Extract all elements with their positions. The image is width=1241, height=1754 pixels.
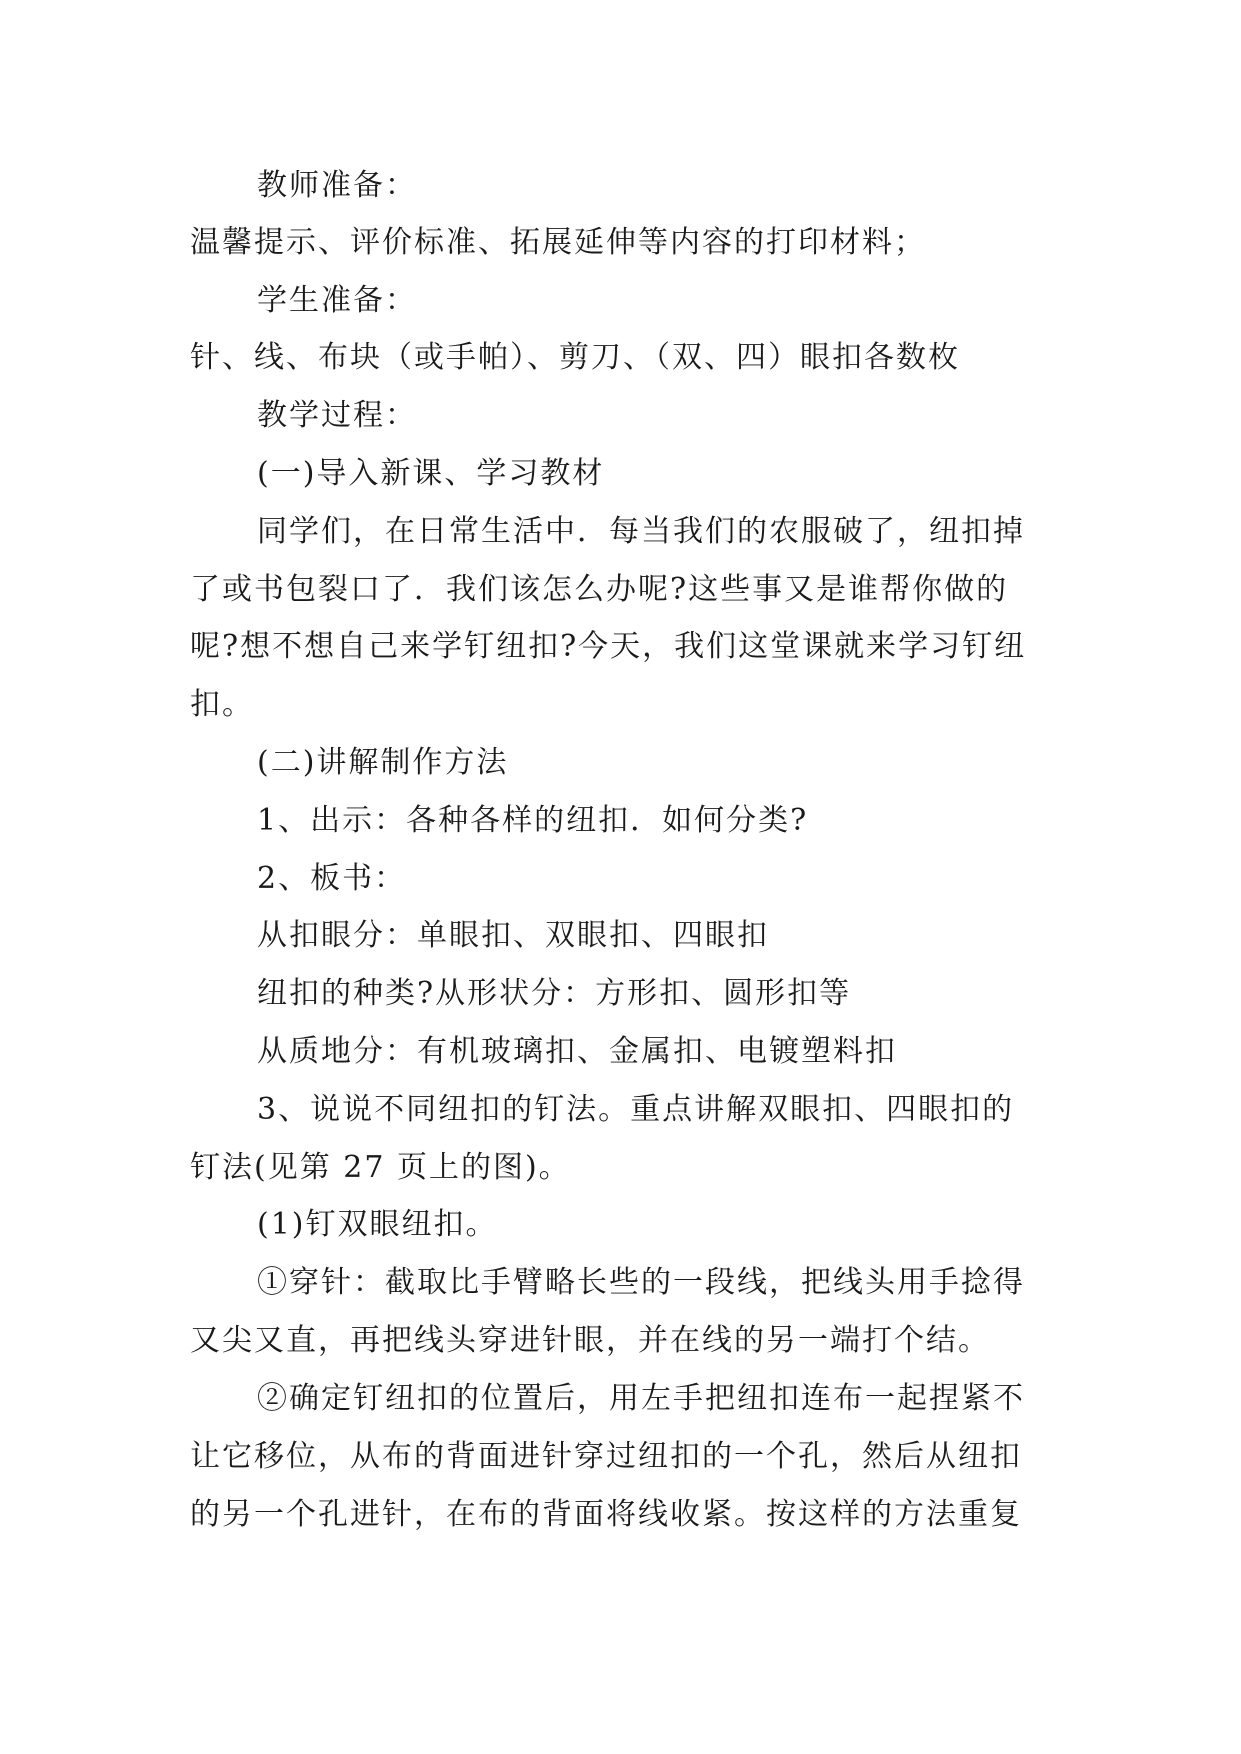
text-line: 的另一个孔进针，在布的背面将线收紧。按这样的方法重复 — [190, 1497, 1022, 1532]
text-line: 从扣眼分：单眼扣、双眼扣、四眼扣 — [257, 918, 769, 953]
text-line: 温馨提示、评价标准、拓展延伸等内容的打印材料； — [190, 225, 926, 260]
text-line: 了或书包裂口了．我们该怎么办呢?这些事又是谁帮你做的 — [190, 572, 1009, 607]
text-line: ①穿针：截取比手臂略长些的一段线，把线头用手捻得 — [257, 1265, 1025, 1300]
text-line: 3、说说不同纽扣的钉法。重点讲解双眼扣、四眼扣的 — [257, 1092, 1015, 1127]
text-line: (二)讲解制作方法 — [257, 745, 509, 780]
text-line: 呢?想不想自己来学钉纽扣?今天，我们这堂课就来学习钉纽 — [190, 629, 1027, 664]
text-line: 学生准备： — [257, 283, 417, 318]
text-line: 2、板书： — [257, 861, 407, 896]
text-line: 扣。 — [190, 687, 254, 722]
text-line: (一)导入新课、学习教材 — [257, 456, 605, 491]
text-line: 又尖又直，再把线头穿进针眼，并在线的另一端打个结。 — [190, 1323, 990, 1358]
text-line: 钉法(见第 27 页上的图)。 — [190, 1150, 571, 1185]
text-line: 针、线、布块（或手帕）、剪刀、（双、四）眼扣各数枚 — [190, 340, 960, 375]
text-line: ②确定钉纽扣的位置后，用左手把纽扣连布一起捏紧不 — [257, 1381, 1025, 1416]
text-line: 同学们，在日常生活中．每当我们的农服破了，纽扣掉 — [257, 514, 1025, 549]
text-line: 教师准备： — [257, 168, 417, 203]
text-line: 让它移位，从布的背面进针穿过纽扣的一个孔，然后从纽扣 — [190, 1439, 1022, 1474]
text-line: 1、出示：各种各样的纽扣．如何分类? — [257, 803, 809, 838]
text-line: 教学过程： — [257, 398, 417, 433]
text-line: (1)钉双眼纽扣。 — [257, 1207, 498, 1242]
text-line: 纽扣的种类?从形状分：方形扣、圆形扣等 — [257, 976, 852, 1011]
text-line: 从质地分：有机玻璃扣、金属扣、电镀塑料扣 — [257, 1034, 897, 1069]
